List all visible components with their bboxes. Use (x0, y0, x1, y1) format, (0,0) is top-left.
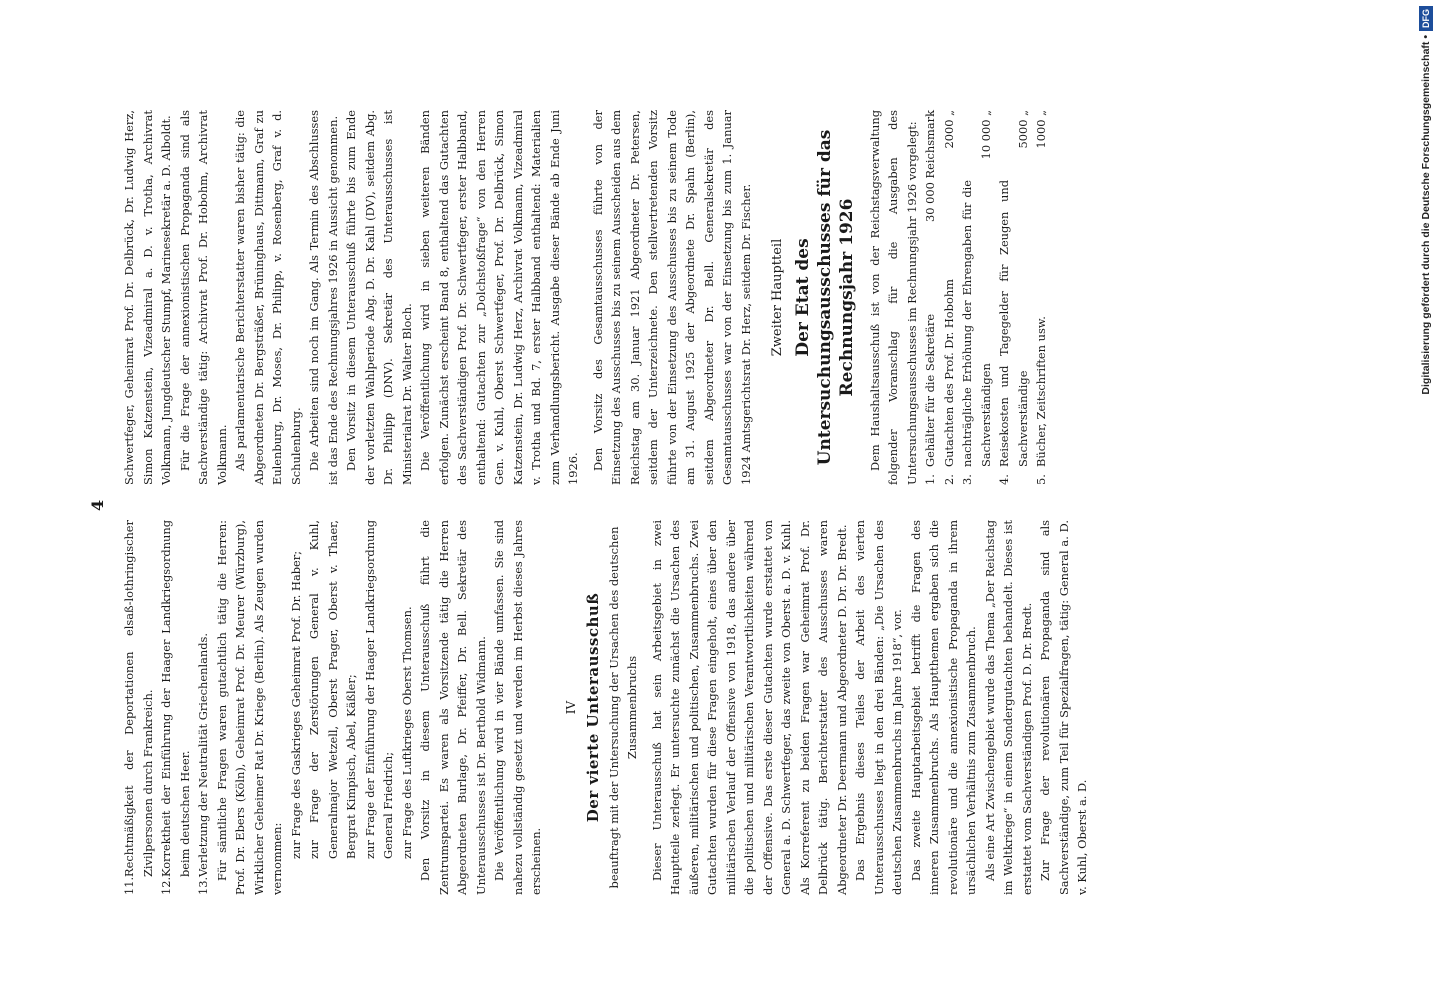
paragraph: Für die Frage der annexionistischen Propaganda sind als Sachverständige tätig: Archivrat Prof. Dr. Hobohm, Archivrat Volkmann. (177, 110, 229, 485)
credit-text: Digitalisierung gefördert durch die Deutsche Forschungsgemeinschaft • (1420, 35, 1432, 395)
witness-line: zur Frage der Einführung der Haager Landkriegsordnung General Friedrich; (362, 520, 395, 859)
section-number: IV (563, 700, 578, 715)
paragraph: Den Vorsitz in diesem Unterausschuß führte bis zum Ende der vorletzten Wahlperiode Abg. D. Dr. Kahl (DV), seitdem Abg. Dr. Philipp (DNV). Sekretär des Unterausschusses ist Ministerialrat Dr. Walter Bloch. (344, 110, 414, 485)
paragraph: Als eine Art Zwischengebiet wurde das Thema „Der Reichstag im Weltkriege“ in einem Sondergutachten behandelt. Dieses ist erstattet vom Sachverständigen Prof. D. Dr. Bredt. (982, 520, 1034, 895)
witness-line: zur Frage des Luftkrieges Oberst Thomsen. (399, 606, 414, 859)
digitization-credit (1413, 6, 1433, 994)
digitization-credit-text-row (1416, 6, 1434, 994)
budget-item-amount: 10 000 „ (978, 110, 993, 160)
paragraph: Die Arbeiten sind noch im Gang. Als Termin des Abschlusses ist das Ende des Rechnungsjahres 1926 in Aussicht genommen. (307, 110, 340, 485)
dfg-logo-icon: DFG (1419, 6, 1433, 31)
list-item-number: 13. (196, 876, 210, 895)
budget-item (921, 110, 940, 485)
witness-line: zur Frage der Zerstörungen General v. Kuhl, Generalmajor Wetzell, Oberst Prager, Oberst v. Thaer, Bergrat Kimpisch, Abel, Käßler; (307, 520, 358, 859)
part-heading: Zweiter Hauptteil (770, 238, 785, 357)
paragraph-budget-intro: Dem Haushaltsausschuß ist von der Reichstagsverwaltung folgender Voranschlag für die Ausgaben des Untersuchungsausschusses im Rechnungsjahr 1926 vorgelegt: (867, 110, 919, 485)
budget-item-amount: 30 000 Reichsmark (923, 110, 937, 222)
budget-item (1032, 110, 1051, 485)
paragraph-chair: Den Vorsitz in diesem Unterausschuß führt die Zentrumspartei. Es waren als Vorsitzende tätig die Herren Abgeordneten Burlage, Dr. Pfeiffer, Dr. Bell. Sekretär des Unterausschusses ist Dr. Berthold Widmann. (418, 520, 488, 895)
list-item (157, 520, 194, 895)
section-subtitle: beauftragt mit der Untersuchung der Ursachen des deutschen Zusammenbruchs (606, 526, 639, 889)
list-item-text: Verletzung der Neutralität Griechenlands. (196, 633, 210, 877)
budget-item-text: nachträgliche Erhöhung der Ehrengaben für die Sachverständigen (960, 180, 993, 467)
paragraph-experts: Für sämtliche Fragen waren gutachtlich tätig die Herren: Prof. Dr. Ebers (Köln), Geheimrat Prof. Dr. Meurer (Würzburg), Wirklicher Geheimer Rat Dr. Kriege (Berlin). Als Zeugen wurden vernommen: (214, 520, 284, 895)
budget-item-text: Bücher, Zeitschriften usw. (1034, 316, 1048, 467)
budget-item-text: Gutachten des Prof. Dr. Hobohm (941, 279, 956, 467)
right-text-column (120, 110, 1051, 485)
part-title: Der Etat des Untersuchungsausschusses für das Rechnungsjahr 1926 (792, 129, 857, 466)
paragraph: Das zweite Hauptarbeitsgebiet betrifft die Fragen des inneren Zusammenbruchs. Als Hauptthemen ergaben sich die revolutionäre und die annexionistische Propaganda in ihrem ursächlichen Verhältnis zum Zusammenbruch. (908, 520, 978, 895)
budget-item (940, 110, 959, 485)
budget-item-number: 1. (923, 474, 937, 485)
paragraph-continuation: Schwertfeger, Geheimrat Prof. Dr. Delbrück, Dr. Ludwig Herz, Simon Katzenstein, Vizeadmiral a. D. v. Trotha, Archivrat Volkmann, Jungdeutscher Stumpf, Marinesekretär a. D. Alboldt. (122, 110, 173, 485)
list-item-text: Rechtmäßigkeit der Deportationen elsaß-lothringischer Zivilpersonen durch Frankreich. (122, 520, 155, 877)
budget-item-number: 2. (941, 474, 956, 485)
paragraph: Dieser Unterausschuß hat sein Arbeitsgebiet in zwei Hauptteile zerlegt. Er untersuchte zunächst die Ursachen des äußeren, militärischen und politischen, Zusammenbruchs. Zwei Gutachten wurden für diese Fragen eingeholt, eines über den militärischen Verlauf der Offensive von 1918, das andere über die politischen und militärischen Verantwortlichkeiten während der Offensive. Das erste dieser Gutachten wurde erstattet von General a. D. Schwertfeger, das zweite von Oberst a. D. v. Kuhl. Als Korreferent zu beiden Fragen war Geheimrat Prof. Dr. Delbrück tätig. Berichterstatter des Ausschusses waren Abgeordneter Dr. Deermann und Abgeordneter D. Dr. Dr. Bredt. (649, 520, 849, 895)
witness-line: zur Frage des Gaskrieges Geheimrat Prof. Dr. Haber; (288, 550, 303, 859)
paragraph: Zur Frage der revolutionären Propaganda sind als Sachverständige, zum Teil für Spezialfragen, tätig: General a. D. v. Kuhl, Oberst a. D. (1038, 520, 1089, 895)
paragraph: Die Veröffentlichung wird in sieben weiteren Bänden erfolgen. Zunächst erscheint Band 8, enthaltend das Gutachten des Sachverständigen Prof. Dr. Schwertfeger, erster Halbband, enthaltend: Gutachten zur „Dolchstoßfrage“ von den Herren Gen. v. Kuhl, Oberst Schwertfeger, Prof. Dr. Delbrück, Simon Katzenstein, Dr. Ludwig Herz, Archivrat Volkmann, Vizeadmiral v. Trotha und Bd. 7, erster Halbband enthaltend: Materialien zum Verhandlungsbericht. Ausgabe dieser Bände ab Ende Juni 1926. (418, 110, 580, 485)
paragraph-publication: Die Veröffentlichung wird in vier Bände umfassen. Sie sind nahezu vollständig gesetzt und werden im Herbst dieses Jahres erscheinen. (492, 520, 543, 895)
budget-item (995, 110, 1032, 485)
paragraph: Das Ergebnis dieses Teiles der Arbeit des vierten Unterausschusses liegt in den drei Bänden: „Die Ursachen des deutschen Zusammenbruchs im Jahre 1918“, vor. (853, 520, 904, 895)
page-number: 4 (88, 499, 107, 511)
budget-item-amount: 2000 „ (941, 110, 956, 149)
list-item (120, 520, 157, 895)
budget-item-amount: 1000 „ (1034, 110, 1048, 149)
list-item-number: 11. (122, 876, 136, 895)
left-text-column (120, 520, 1092, 895)
budget-item (958, 110, 995, 485)
list-item-number: 12. (159, 876, 173, 895)
budget-item-amount: 5000 „ (1015, 110, 1030, 149)
paragraph: Den Vorsitz des Gesamtausschusses führte von der Einsetzung des Ausschusses bis zu seinem Ausscheiden aus dem Reichstag am 30. Januar 1921 Abgeordneter Dr. Petersen, seitdem der Unterzeichnete. Den stellvertretenden Vorsitz führte von der Einsetzung des Ausschusses bis zu seinem Tode am 31. August 1925 der Abgeordnete Dr. Spahn (Berlin), seitdem Abgeordneter Dr. Bell. Generalsekretär des Gesamtausschusses war von der Einsetzung bis zum 1. Januar 1924 Amtsgerichtsrat Dr. Herz, seitdem Dr. Fischer. (590, 110, 753, 485)
section-title: Der vierte Unterausschuß (584, 592, 602, 823)
budget-item-text: Reisekosten und Tagegelder für Zeugen und Sachverständige (997, 180, 1030, 467)
paragraph: Als parlamentarische Berichterstatter waren bisher tätig: die Abgeordneten Dr. Bergsträßer, Brüninghaus, Dittmann, Graf zu Eulenburg, Dr. Moses, Dr. Philipp, v. Rosenberg, Graf v. d. Schulenburg. (233, 110, 303, 485)
budget-item-text: Gehälter für die Sekretäre (923, 313, 937, 467)
budget-item-number: 3. (960, 474, 974, 485)
budget-item-number: 4. (997, 474, 1011, 485)
budget-list (921, 110, 1051, 485)
list-item-text: Korrektheit der Einführung der Haager Landkriegsordnung beim deutschen Heer. (159, 520, 192, 877)
budget-item-number: 5. (1034, 474, 1048, 485)
list-item (194, 520, 213, 895)
